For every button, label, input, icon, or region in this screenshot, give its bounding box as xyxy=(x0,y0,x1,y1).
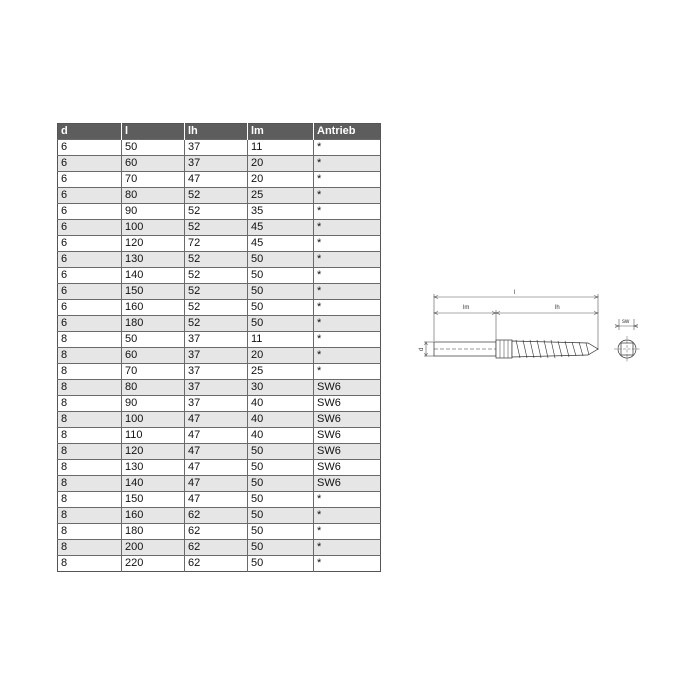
table-cell: SW6 xyxy=(314,396,381,412)
table-cell: * xyxy=(314,172,381,188)
table-row xyxy=(58,492,381,508)
table-cell: 40 xyxy=(248,428,314,444)
table-cell: 200 xyxy=(122,540,185,556)
table-cell: 45 xyxy=(248,236,314,252)
table-cell: * xyxy=(314,364,381,380)
table-cell: SW6 xyxy=(314,428,381,444)
table-cell: 50 xyxy=(248,300,314,316)
table-cell: 70 xyxy=(122,364,185,380)
label-l: l xyxy=(514,290,516,296)
table-cell: 62 xyxy=(185,556,248,572)
table-cell: 6 xyxy=(58,316,122,332)
table-cell: 6 xyxy=(58,156,122,172)
table-cell: SW6 xyxy=(314,380,381,396)
table-cell: 37 xyxy=(185,140,248,156)
table-cell: * xyxy=(314,156,381,172)
screw-shape xyxy=(434,340,598,358)
table-cell: 47 xyxy=(185,492,248,508)
table-cell: * xyxy=(314,220,381,236)
table-cell: * xyxy=(314,508,381,524)
table-cell: 110 xyxy=(122,428,185,444)
table-row xyxy=(58,508,381,524)
table-cell: 8 xyxy=(58,540,122,556)
label-d: d xyxy=(419,347,425,351)
table-cell: 8 xyxy=(58,444,122,460)
table-cell: 47 xyxy=(185,172,248,188)
table-cell: 50 xyxy=(122,140,185,156)
table-cell: 50 xyxy=(248,476,314,492)
table-row xyxy=(58,268,381,284)
table-cell: 80 xyxy=(122,380,185,396)
table-cell: 52 xyxy=(185,252,248,268)
table-cell: * xyxy=(314,316,381,332)
table-cell: 37 xyxy=(185,156,248,172)
table-cell: 47 xyxy=(185,412,248,428)
table-row xyxy=(58,364,381,380)
arrow-lm-left xyxy=(434,312,438,315)
table-cell: 50 xyxy=(248,268,314,284)
column-header-d: d xyxy=(58,124,122,140)
table-cell: 20 xyxy=(248,348,314,364)
table-cell: 160 xyxy=(122,300,185,316)
table-row xyxy=(58,556,381,572)
table-cell: SW6 xyxy=(314,460,381,476)
table-cell: 47 xyxy=(185,444,248,460)
table-cell: * xyxy=(314,140,381,156)
column-header-lh: lh xyxy=(185,124,248,140)
table-cell: 50 xyxy=(248,540,314,556)
table-cell: 6 xyxy=(58,252,122,268)
table-row xyxy=(58,412,381,428)
table-cell: 8 xyxy=(58,412,122,428)
table-cell: 6 xyxy=(58,220,122,236)
table-cell: 52 xyxy=(185,204,248,220)
table-cell: 8 xyxy=(58,332,122,348)
table-header xyxy=(58,124,381,140)
table-cell: 6 xyxy=(58,300,122,316)
table-cell: 50 xyxy=(248,508,314,524)
table-cell: 6 xyxy=(58,236,122,252)
table-cell: 52 xyxy=(185,220,248,236)
table-row xyxy=(58,300,381,316)
table-row xyxy=(58,156,381,172)
table-cell: 6 xyxy=(58,188,122,204)
table-cell: 220 xyxy=(122,556,185,572)
table-cell: 37 xyxy=(185,396,248,412)
table-cell: 180 xyxy=(122,316,185,332)
table-row xyxy=(58,284,381,300)
table-cell: 90 xyxy=(122,396,185,412)
table-cell: 52 xyxy=(185,300,248,316)
table-cell: 180 xyxy=(122,524,185,540)
table-cell: 45 xyxy=(248,220,314,236)
table-cell: 52 xyxy=(185,284,248,300)
table-cell: 130 xyxy=(122,460,185,476)
screw-wood-thread-body xyxy=(512,341,598,357)
table-cell: 60 xyxy=(122,348,185,364)
label-sw: sw xyxy=(622,319,630,325)
table-cell: 150 xyxy=(122,492,185,508)
table-cell: 8 xyxy=(58,460,122,476)
table-cell: 50 xyxy=(248,316,314,332)
table-cell: 8 xyxy=(58,380,122,396)
arrow-l-left xyxy=(434,296,438,299)
table-cell: 8 xyxy=(58,428,122,444)
table-row xyxy=(58,396,381,412)
table-cell: 100 xyxy=(122,412,185,428)
table-cell: 62 xyxy=(185,540,248,556)
table-cell: 8 xyxy=(58,476,122,492)
column-header-lm: lm xyxy=(248,124,314,140)
table-cell: 8 xyxy=(58,508,122,524)
table-cell: * xyxy=(314,348,381,364)
table-row xyxy=(58,540,381,556)
table-cell: 50 xyxy=(248,556,314,572)
table-cell: * xyxy=(314,540,381,556)
table-row xyxy=(58,188,381,204)
table-cell: 47 xyxy=(185,428,248,444)
screw-collar xyxy=(496,340,512,358)
table-cell: * xyxy=(314,556,381,572)
table-cell: SW6 xyxy=(314,444,381,460)
table-cell: 20 xyxy=(248,172,314,188)
table-cell: * xyxy=(314,236,381,252)
table-header-row xyxy=(58,124,381,140)
table-cell: 52 xyxy=(185,188,248,204)
table-cell: SW6 xyxy=(314,412,381,428)
table-cell: * xyxy=(314,524,381,540)
table-cell: 37 xyxy=(185,364,248,380)
table-cell: 25 xyxy=(248,364,314,380)
arrow-d-top xyxy=(425,342,428,345)
table-cell: 37 xyxy=(185,332,248,348)
end-view-hex-socket xyxy=(621,343,633,355)
table-cell: 50 xyxy=(248,524,314,540)
table-cell: 11 xyxy=(248,332,314,348)
table-cell: * xyxy=(314,332,381,348)
table-cell: 47 xyxy=(185,476,248,492)
table-cell: 8 xyxy=(58,396,122,412)
table-cell: 35 xyxy=(248,204,314,220)
column-header-antrieb: Antrieb xyxy=(314,124,381,140)
table-row xyxy=(58,444,381,460)
arrow-lh-right xyxy=(594,312,598,315)
table-row xyxy=(58,348,381,364)
table-cell: 40 xyxy=(248,396,314,412)
table-cell: 50 xyxy=(248,284,314,300)
table-cell: 50 xyxy=(248,444,314,460)
table-cell: 50 xyxy=(122,332,185,348)
table-row xyxy=(58,460,381,476)
screw-thread-lines xyxy=(516,340,589,358)
table-cell: 52 xyxy=(185,268,248,284)
table-cell: 52 xyxy=(185,316,248,332)
label-lh: lh xyxy=(555,305,560,311)
table-body xyxy=(58,140,381,572)
table-row xyxy=(58,236,381,252)
table-row xyxy=(58,524,381,540)
table-cell: 60 xyxy=(122,156,185,172)
table-cell: 160 xyxy=(122,508,185,524)
table-cell: 11 xyxy=(248,140,314,156)
table-row xyxy=(58,252,381,268)
table-cell: 25 xyxy=(248,188,314,204)
arrow-l-right xyxy=(594,296,598,299)
table-cell: 8 xyxy=(58,492,122,508)
table-cell: 37 xyxy=(185,380,248,396)
table-row xyxy=(58,476,381,492)
label-lm: lm xyxy=(463,305,470,311)
table-cell: 140 xyxy=(122,268,185,284)
table-cell: 120 xyxy=(122,236,185,252)
table-cell: * xyxy=(314,252,381,268)
table-cell: 6 xyxy=(58,268,122,284)
table-row xyxy=(58,316,381,332)
table-cell: SW6 xyxy=(314,476,381,492)
table-cell: 90 xyxy=(122,204,185,220)
table-cell: 62 xyxy=(185,508,248,524)
table-row xyxy=(58,332,381,348)
table-row xyxy=(58,220,381,236)
table-row xyxy=(58,380,381,396)
column-header-l: l xyxy=(122,124,185,140)
table-cell: 47 xyxy=(185,460,248,476)
table-cell: * xyxy=(314,204,381,220)
table-cell: 150 xyxy=(122,284,185,300)
table-cell: 6 xyxy=(58,140,122,156)
table-cell: 72 xyxy=(185,236,248,252)
table-cell: 20 xyxy=(248,156,314,172)
end-view-circle xyxy=(618,340,636,358)
table-cell: 37 xyxy=(185,348,248,364)
arrow-lm-right xyxy=(492,312,496,315)
table-cell: 130 xyxy=(122,252,185,268)
table-cell: 30 xyxy=(248,380,314,396)
table-cell: 120 xyxy=(122,444,185,460)
table-cell: 140 xyxy=(122,476,185,492)
table-cell: 6 xyxy=(58,284,122,300)
arrow-lh-left xyxy=(496,312,500,315)
table-cell: * xyxy=(314,188,381,204)
table-cell: * xyxy=(314,492,381,508)
table-cell: 40 xyxy=(248,412,314,428)
table-cell: 50 xyxy=(248,460,314,476)
table-cell: * xyxy=(314,284,381,300)
table-cell: 8 xyxy=(58,348,122,364)
table-cell: 100 xyxy=(122,220,185,236)
screw-end-view xyxy=(614,336,640,362)
table-cell: 8 xyxy=(58,524,122,540)
table-cell: 6 xyxy=(58,172,122,188)
table-row xyxy=(58,428,381,444)
table-row xyxy=(58,140,381,156)
table-cell: 80 xyxy=(122,188,185,204)
table-row xyxy=(58,172,381,188)
table-cell: 62 xyxy=(185,524,248,540)
table-cell: 8 xyxy=(58,364,122,380)
arrow-d-bottom xyxy=(425,353,428,356)
table-cell: 70 xyxy=(122,172,185,188)
table-cell: 8 xyxy=(58,556,122,572)
table-cell: 50 xyxy=(248,492,314,508)
dimension-table xyxy=(57,123,381,572)
table-cell: 6 xyxy=(58,204,122,220)
table-row xyxy=(58,204,381,220)
screw-metric-shank xyxy=(434,342,496,356)
table-cell: * xyxy=(314,268,381,284)
table-cell: * xyxy=(314,300,381,316)
table-cell: 50 xyxy=(248,252,314,268)
